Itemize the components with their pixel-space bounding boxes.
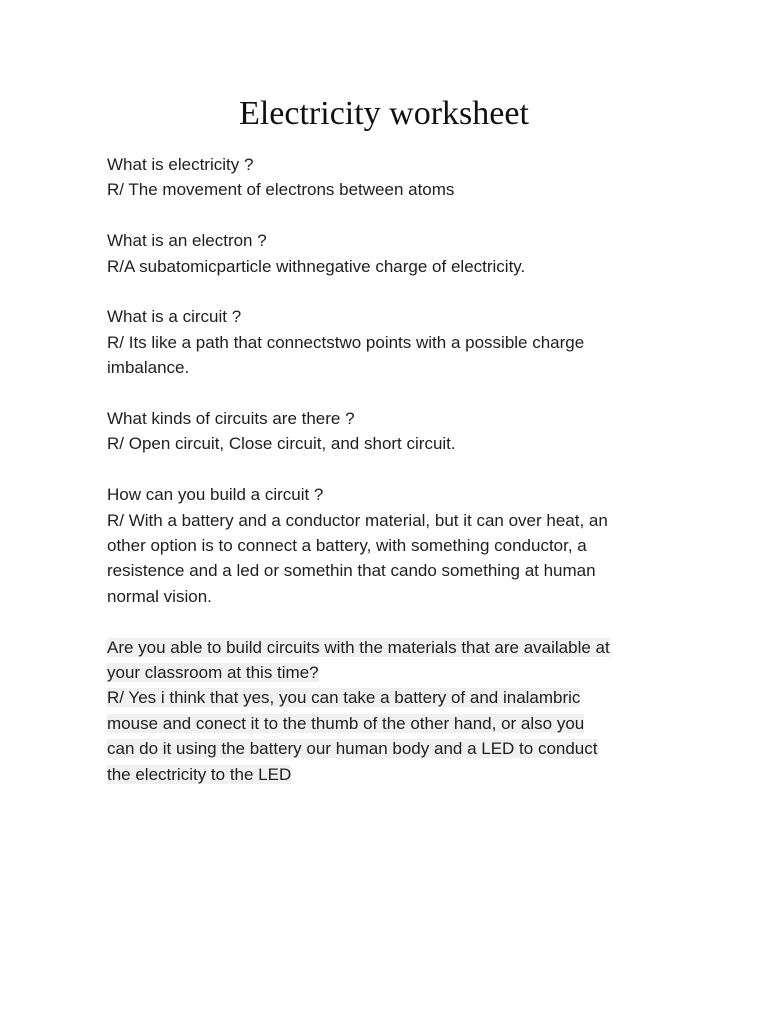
answer-line: R/A subatomicparticle withnegative charge of electricity. (107, 256, 526, 276)
highlight: your classroom at this time? (107, 663, 319, 683)
qa-item-electron (107, 228, 667, 279)
qa-item-build-circuit (107, 482, 667, 609)
answer-line: R/ With a battery and a conductor material, but it can over heat, an (107, 510, 608, 530)
question: What kinds of circuits are there ? (107, 409, 355, 429)
question: What is an electron ? (107, 231, 267, 251)
answer-line: normal vision. (107, 586, 212, 606)
highlighted-question-line (107, 635, 667, 660)
question: What is a circuit ? (107, 307, 242, 327)
highlight: the electricity to the LED (107, 764, 292, 784)
highlighted-answer-line (107, 762, 667, 787)
highlighted-answer-line (107, 685, 667, 710)
qa-item-electricity (107, 152, 667, 203)
highlight: mouse and conect it to the thumb of the other hand, or also you (107, 713, 585, 733)
highlighted-answer-line (107, 736, 667, 761)
highlighted-answer-line (107, 711, 667, 736)
highlighted-question-line (107, 660, 667, 685)
page-title: Electricity worksheet (239, 95, 529, 132)
answer-line: R/ Its like a path that connectstwo points with a possible charge (107, 332, 585, 352)
answer-line: resistence and a led or somethin that cando something at human (107, 561, 596, 581)
qa-item-circuit-kinds (107, 406, 667, 457)
qa-item-circuit (107, 304, 667, 380)
answer-line: R/ Open circuit, Close circuit, and short circuit. (107, 434, 456, 454)
highlight: can do it using the battery our human body and a LED to conduct (107, 739, 598, 759)
answer-line: imbalance. (107, 358, 190, 378)
question: What is electricity ? (107, 155, 254, 174)
worksheet-body (107, 152, 667, 812)
answer-line: other option is to connect a battery, with something conductor, a (107, 536, 587, 556)
answer-line: R/ The movement of electrons between atoms (107, 180, 455, 200)
highlight: R/ Yes i think that yes, you can take a battery of and inalambric (107, 688, 581, 708)
question: How can you build a circuit ? (107, 485, 324, 505)
qa-item-classroom-materials (107, 635, 667, 787)
highlight: Are you able to build circuits with the materials that are available at (107, 637, 610, 657)
